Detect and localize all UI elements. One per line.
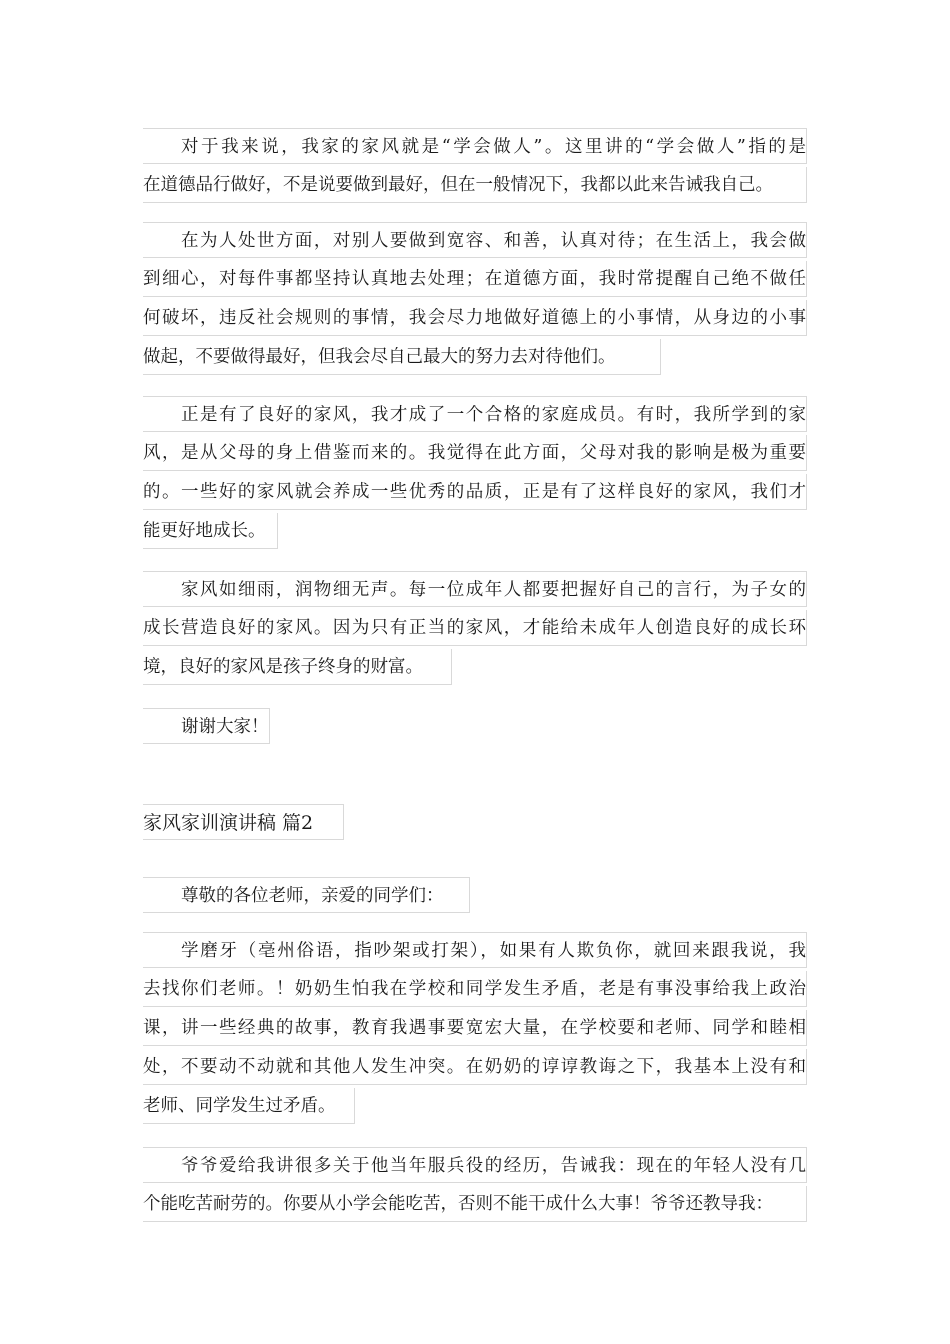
paragraph-line: 到细心，对每件事都坚持认真地去处理；在道德方面，我时常提醒自己绝不做任 <box>143 261 807 297</box>
paragraph-line: 能更好地成长。 <box>143 513 278 549</box>
paragraph-line: 在道德品行做好，不是说要做到最好，但在一般情况下，我都以此来告诫我自己。 <box>143 167 807 203</box>
paragraph-line: 学磨牙（亳州俗语，指吵架或打架），如果有人欺负你，就回来跟我说，我 <box>143 932 807 968</box>
paragraph-line: 爷爷爱给我讲很多关于他当年服兵役的经历，告诫我：现在的年轻人没有几 <box>143 1147 807 1183</box>
paragraph-line: 个能吃苦耐劳的。你要从小学会能吃苦，否则不能干成什么大事！爷爷还教导我： <box>143 1186 807 1222</box>
paragraph-line: 境，良好的家风是孩子终身的财富。 <box>143 649 452 685</box>
paragraph-line: 在为人处世方面，对别人要做到宽容、和善，认真对待；在生活上，我会做 <box>143 222 807 258</box>
paragraph-line: 何破坏，违反社会规则的事情，我会尽力地做好道德上的小事情，从身边的小事 <box>143 300 807 336</box>
paragraph-line: 尊敬的各位老师，亲爱的同学们： <box>143 877 470 913</box>
paragraph-line: 的。一些好的家风就会养成一些优秀的品质，正是有了这样良好的家风，我们才 <box>143 474 807 510</box>
paragraph-line: 课，讲一些经典的故事，教育我遇事要宽宏大量，在学校要和老师、同学和睦相 <box>143 1010 807 1046</box>
paragraph-line: 家风如细雨，润物细无声。每一位成年人都要把握好自己的言行，为子女的 <box>143 571 807 607</box>
section-heading: 家风家训演讲稿 篇2 <box>143 804 344 840</box>
paragraph-line: 风，是从父母的身上借鉴而来的。我觉得在此方面，父母对我的影响是极为重要 <box>143 435 807 471</box>
paragraph-line: 处，不要动不动就和其他人发生冲突。在奶奶的谆谆教诲之下，我基本上没有和 <box>143 1049 807 1085</box>
paragraph-line: 谢谢大家！ <box>143 708 270 744</box>
paragraph-line: 对于我来说，我家的家风就是“学会做人”。这里讲的“学会做人”指的是 <box>143 128 807 164</box>
paragraph-line: 正是有了良好的家风，我才成了一个合格的家庭成员。有时，我所学到的家 <box>143 396 807 432</box>
paragraph-line: 去找你们老师。！奶奶生怕我在学校和同学发生矛盾，老是有事没事给我上政治 <box>143 971 807 1007</box>
paragraph-line: 做起，不要做得最好，但我会尽自己最大的努力去对待他们。 <box>143 339 661 375</box>
paragraph-line: 成长营造良好的家风。因为只有正当的家风，才能给未成年人创造良好的成长环 <box>143 610 807 646</box>
paragraph-line: 老师、同学发生过矛盾。 <box>143 1088 355 1124</box>
